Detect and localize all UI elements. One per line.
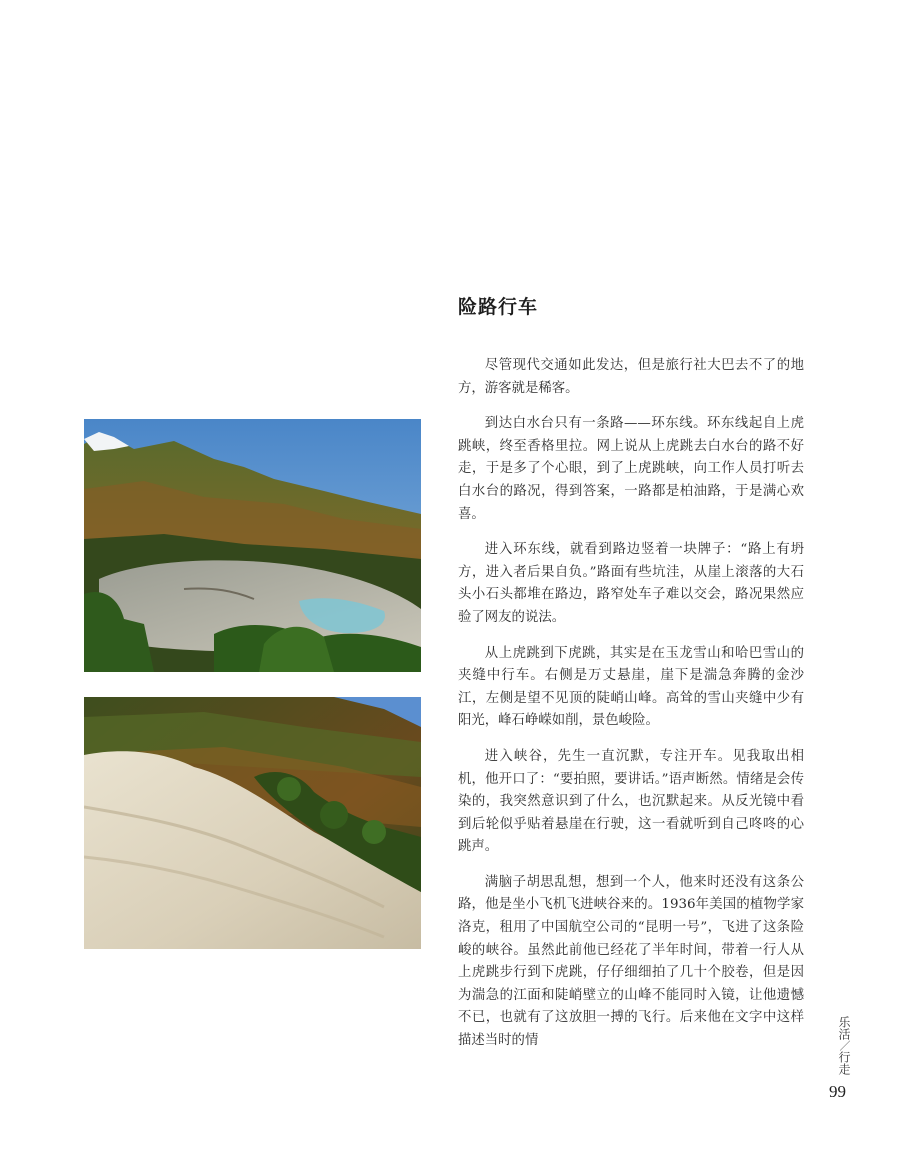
section-label <box>830 1016 852 1075</box>
paragraph: 满脑子胡思乱想，想到一个人，他来时还没有这条公路，他是坐小飞机飞进峡谷来的。1936年美国的植物学家洛克，租用了中国航空公司的“昆明一号”，飞进了这条险峻的峡谷。虽然此前他已经花了半年时间，带着一行人从上虎跳步行到下虎跳，仔仔细细拍了几十个胶卷，但是因为湍急的江面和陡峭壁立的山峰不能同时入镜，让他遗憾不已，也就有了这放胆一搏的飞行。后来他在文字中这样描述当时的情 <box>458 874 804 1049</box>
article-title: 险路行车 <box>458 296 539 318</box>
section-main: 乐活 <box>837 1016 851 1040</box>
section-sub: 行走 <box>837 1051 851 1075</box>
paragraph: 到达白水台只有一条路——环东线。环东线起自上虎跳峡，终至香格里拉。网上说从上虎跳去白水台的路不好走，于是多了个心眼，到了上虎跳峡，向工作人员打听去白水台的路况，得到答案，一路都是柏油路，于是满心欢喜。 <box>458 416 804 522</box>
paragraph: 从上虎跳到下虎跳，其实是在玉龙雪山和哈巴雪山的夹缝中行车。右侧是万丈悬崖，崖下是湍急奔腾的金沙江，左侧是望不见顶的陡峭山峰。高耸的雪山夹缝中少有阳光，峰石峥嵘如削，景色峻险。 <box>458 645 804 729</box>
page-number: 99 <box>829 1082 846 1101</box>
article-body <box>458 355 804 1066</box>
section-divider: ／ <box>838 1040 851 1051</box>
paragraph: 进入峡谷，先生一直沉默，专注开车。见我取出相机，他开口了：“要拍照，要讲话。”语声断然。情绪是会传染的，我突然意识到了什么，也沉默起来。从反光镜中看到后轮似乎贴着悬崖在行驶，这一看就听到自己咚咚的心跳声。 <box>458 748 804 855</box>
photo-white-terraces <box>84 697 421 949</box>
paragraph: 进入环东线，就看到路边竖着一块牌子：“路上有坍方，进入者后果自负。”路面有些坑洼，从崖上滚落的大石头小石头都堆在路边，路窄处车子难以交会，路况果然应验了网友的说法。 <box>458 542 804 625</box>
paragraph: 尽管现代交通如此发达，但是旅行社大巴去不了的地方，游客就是稀客。 <box>458 358 804 396</box>
photo-mountain-terraces <box>84 419 421 672</box>
